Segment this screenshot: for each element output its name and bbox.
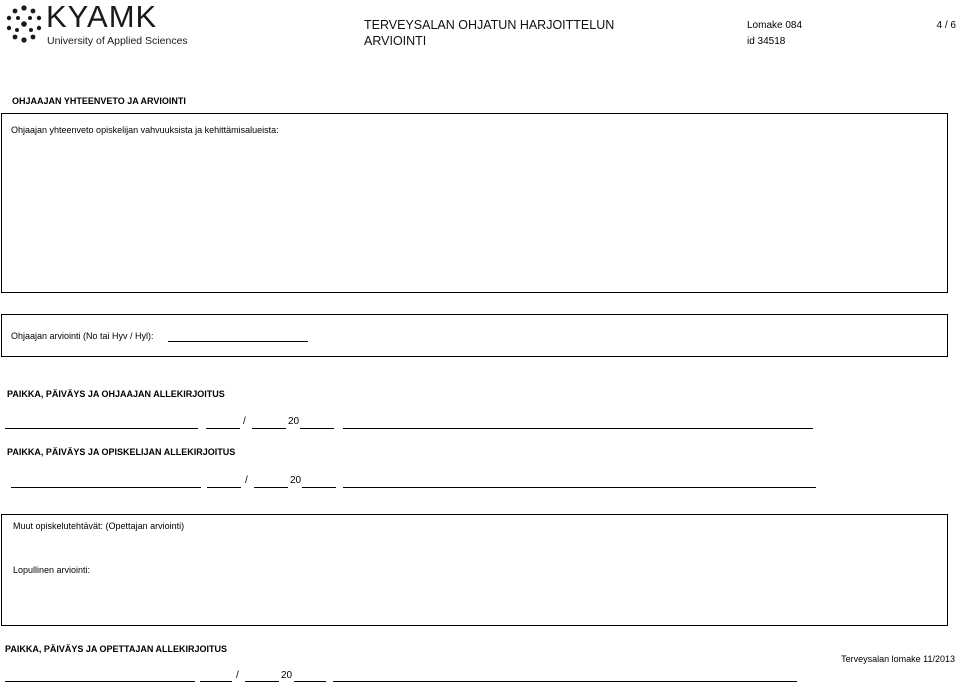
form-number: Lomake 084 — [747, 20, 803, 31]
supervisor-year-prefix: 20 — [288, 416, 300, 427]
student-date-slash: / — [245, 475, 248, 486]
supervisor-date-slash: / — [243, 416, 246, 427]
form-title-line2: ARVIOINTI — [364, 34, 427, 48]
supervisor-place-line[interactable] — [5, 428, 198, 429]
student-year-prefix: 20 — [290, 475, 302, 486]
supervisor-signature-label: PAIKKA, PÄIVÄYS JA OHJAAJAN ALLEKIRJOITUS — [7, 389, 225, 399]
teacher-day-line[interactable] — [200, 681, 232, 682]
teacher-month-line[interactable] — [245, 681, 279, 682]
kyamk-logo — [4, 0, 188, 48]
other-tasks-label: Muut opiskelutehtävät: (Opettajan arviointi) — [13, 521, 185, 531]
summary-label: Ohjaajan yhteenveto opiskelijan vahvuuksista ja kehittämisalueista: — [11, 125, 279, 135]
teacher-signature-label: PAIKKA, PÄIVÄYS JA OPETTAJAN ALLEKIRJOITUS — [5, 644, 228, 654]
grade-input-line[interactable] — [168, 341, 308, 342]
final-grade-label: Lopullinen arviointi: — [13, 565, 91, 575]
grade-box — [1, 314, 948, 357]
section-heading: OHJAAJAN YHTEENVETO JA ARVIOINTI — [12, 96, 186, 106]
form-title — [364, 17, 614, 49]
form-title-line1: TERVEYSALAN OHJATUN HARJOITTELUN — [364, 18, 615, 32]
summary-box[interactable] — [1, 113, 948, 293]
teacher-date-slash: / — [236, 670, 239, 681]
logo-dots-icon — [4, 4, 44, 44]
teacher-year-prefix: 20 — [281, 670, 293, 681]
student-signature-line[interactable] — [343, 487, 816, 488]
teacher-evaluation-box — [1, 514, 948, 626]
teacher-year-line[interactable] — [294, 681, 326, 682]
logo-name: KYAMK — [46, 0, 158, 34]
form-id: id 34518 — [747, 36, 786, 47]
logo-subtitle: University of Applied Sciences — [47, 35, 188, 47]
supervisor-year-line[interactable] — [300, 428, 334, 429]
student-signature-label: PAIKKA, PÄIVÄYS JA OPISKELIJAN ALLEKIRJOITUS — [7, 447, 236, 457]
supervisor-signature-line[interactable] — [343, 428, 813, 429]
teacher-signature-line[interactable] — [333, 681, 797, 682]
page-number: 4 / 6 — [936, 20, 956, 31]
grade-label: Ohjaajan arviointi (No tai Hyv / Hyl): — [11, 331, 154, 341]
teacher-place-line[interactable] — [5, 681, 195, 682]
supervisor-month-line[interactable] — [252, 428, 286, 429]
supervisor-day-line[interactable] — [206, 428, 240, 429]
student-month-line[interactable] — [254, 487, 288, 488]
student-place-line[interactable] — [11, 487, 201, 488]
form-version: Terveysalan lomake 11/2013 — [841, 654, 955, 664]
student-day-line[interactable] — [207, 487, 241, 488]
student-year-line[interactable] — [302, 487, 336, 488]
